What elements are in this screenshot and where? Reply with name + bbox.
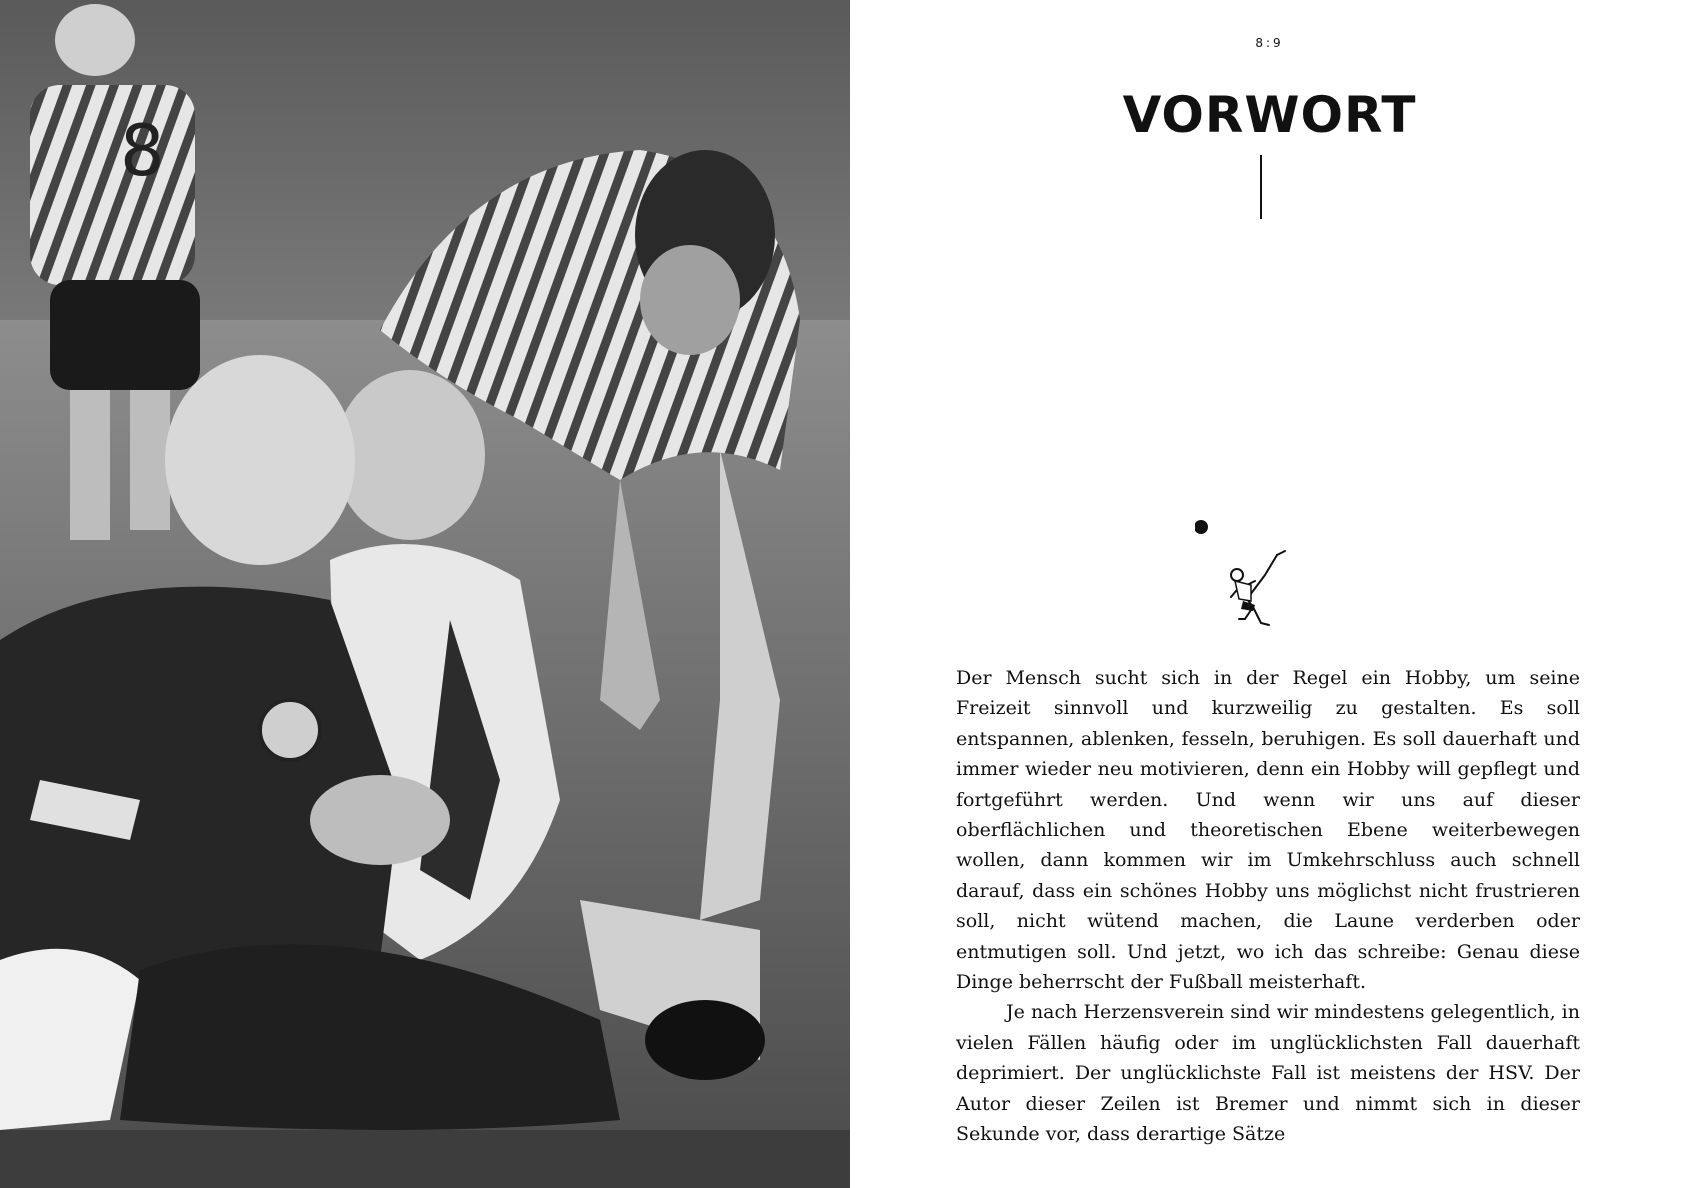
text-page <box>850 0 1689 1188</box>
foreword-body <box>956 663 1580 1150</box>
paragraph-1: Der Mensch sucht sich in der Regel ein Hobby, um seine Freizeit sinnvoll und kurzweilig zu gestalten. Es soll entspannen, ablenken, fesseln, beruhigen. Es soll dauerhaft und immer wieder neu motivieren, denn ein Hobby will gepflegt und fortgeführt werden. Und wenn wir uns auf dieser oberflächlichen und theoretischen Ebene weiterbewegen wollen, dann kommen wir im Umkehrschluss auch schnell darauf, dass ein schönes Hobby uns möglichst nicht frustrieren soll, nicht wütend machen, die Laune verderben oder entmutigen soll. Und jetzt, wo ich das schreibe: Genau diese Dinge beherrscht der Fußball meisterhaft. <box>956 667 1580 994</box>
title-divider <box>1260 155 1262 219</box>
paragraph-2: Je nach Herzensverein sind wir mindestens gelegentlich, in vielen Fällen häufig oder im unglücklichsten Fall dauerhaft deprimiert. Der unglücklichste Fall ist meistens der HSV. Der Autor dieser Zeilen ist Bremer und nimmt sich in dieser Sekunde vor, dass derartige Sätze <box>956 1001 1580 1146</box>
chapter-title: VORWORT <box>1122 86 1417 144</box>
page-number: 8:9 <box>1255 36 1284 50</box>
jersey-number: 8 <box>120 110 165 192</box>
bicycle-kick-player-icon <box>1195 515 1295 635</box>
